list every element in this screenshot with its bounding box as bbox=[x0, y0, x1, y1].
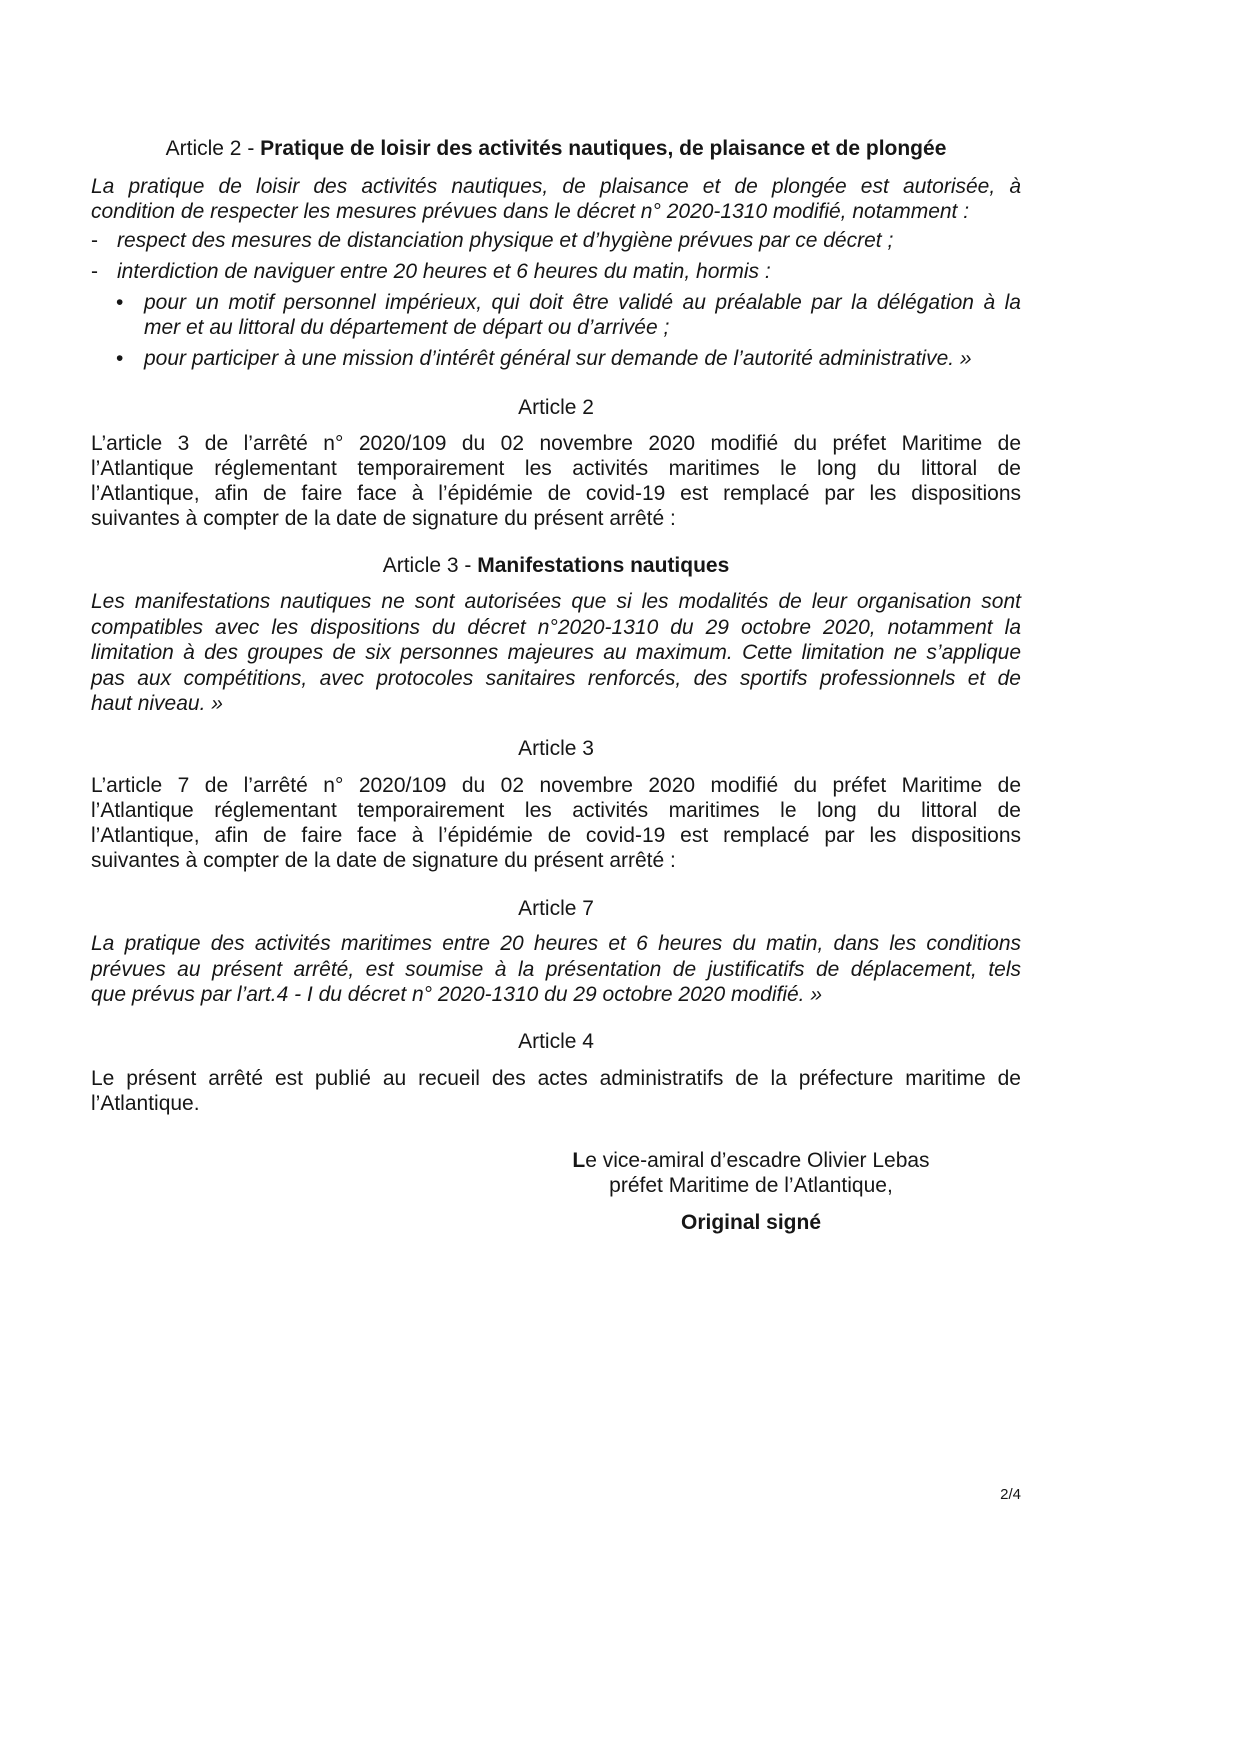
text-line: pas aux compétitions, avec protocoles sanitaires renforcés, des sportifs professionnels et de bbox=[91, 666, 1021, 690]
text-line: limitation à des groupes de six personnes majeures au maximum. Cette limitation ne s’applique bbox=[91, 641, 1021, 664]
text-line: l’Atlantique, afin de faire face à l’épidémie de covid-19 est remplacé par les dispositions bbox=[91, 824, 1021, 847]
text-line: compatibles avec les dispositions du décret n°2020-1310 du 29 octobre 2020, notamment la bbox=[91, 615, 1021, 639]
quoted-article-3-body bbox=[91, 589, 1021, 717]
article-3-heading bbox=[91, 736, 1021, 761]
text-line: condition de respecter les mesures prévues dans le décret n° 2020-1310 modifié, notamment : bbox=[91, 200, 970, 223]
bullet-list-item bbox=[91, 346, 1021, 371]
signatory-title-text: préfet Maritime de l’Atlantique, bbox=[609, 1174, 893, 1197]
article-2-heading bbox=[91, 395, 1021, 420]
list-item-text: pour un motif personnel impérieux, qui doit être validé au préalable par la délégation à la bbox=[144, 291, 1021, 314]
heading-label: Article 3 bbox=[518, 737, 594, 760]
text-line: La pratique des activités maritimes entre 20 heures et 6 heures du matin, dans les conditions bbox=[91, 932, 1021, 955]
signatory-name bbox=[551, 1148, 951, 1173]
heading-label: Article 2 bbox=[518, 396, 594, 419]
list-item-text: mer et au littoral du département de départ ou d’arrivée ; bbox=[144, 316, 670, 339]
dash-marker: - bbox=[91, 260, 98, 283]
quoted-article-2-heading bbox=[91, 136, 1021, 161]
text-line: haut niveau. » bbox=[91, 692, 223, 715]
heading-label: Article 7 bbox=[518, 897, 594, 920]
text-line: La pratique de loisir des activités nautiques, de plaisance et de plongée est autorisée, à bbox=[91, 175, 1021, 198]
text-line: Le présent arrêté est publié au recueil des actes administratifs de la préfecture maritime de bbox=[91, 1067, 1021, 1090]
text-line: suivantes à compter de la date de signature du présent arrêté : bbox=[91, 507, 676, 530]
bullet-marker: • bbox=[116, 291, 124, 314]
quoted-article-3-heading bbox=[91, 553, 1021, 578]
bullet-list-item bbox=[91, 290, 1021, 340]
quoted-article-7-heading bbox=[91, 896, 1021, 921]
heading-label: Article 4 bbox=[518, 1030, 594, 1053]
text-line: l’Atlantique réglementant temporairement les activités maritimes le long du littoral de bbox=[91, 457, 1021, 480]
signatory-name-rest: e vice-amiral d’escadre Olivier Lebas bbox=[585, 1149, 930, 1172]
heading-label: Article 2 - bbox=[165, 137, 255, 160]
signature-mention bbox=[551, 1210, 951, 1235]
list-item-text: interdiction de naviguer entre 20 heures et 6 heures du matin, hormis : bbox=[117, 260, 771, 283]
quoted-article-7-body bbox=[91, 931, 1021, 1008]
dash-list-item bbox=[91, 259, 1021, 284]
heading-title: Pratique de loisir des activités nautiques, de plaisance et de plongée bbox=[260, 137, 947, 160]
text-line: que prévus par l’art.4 - I du décret n° 2020-1310 du 29 octobre 2020 modifié. » bbox=[91, 983, 823, 1006]
text-line: Les manifestations nautiques ne sont autorisées que si les modalités de leur organisation sont bbox=[91, 590, 1021, 613]
heading-label: Article 3 - bbox=[382, 554, 472, 577]
signatory-title bbox=[551, 1173, 951, 1198]
heading-title: Manifestations nautiques bbox=[477, 554, 730, 577]
quoted-article-2-intro bbox=[91, 174, 1021, 224]
text-line: l’Atlantique. bbox=[91, 1092, 200, 1115]
list-item-text: pour participer à une mission d’intérêt général sur demande de l’autorité administrative. » bbox=[144, 347, 972, 370]
article-2-body bbox=[91, 431, 1021, 531]
text-line: l’Atlantique réglementant temporairement les activités maritimes le long du littoral de bbox=[91, 799, 1021, 822]
signatory-initial: L bbox=[572, 1149, 586, 1172]
text-line: L’article 7 de l’arrêté n° 2020/109 du 02 novembre 2020 modifié du préfet Maritime de bbox=[91, 774, 1021, 797]
text-line: L’article 3 de l’arrêté n° 2020/109 du 02 novembre 2020 modifié du préfet Maritime de bbox=[91, 432, 1021, 455]
list-item-text: respect des mesures de distanciation physique et d’hygiène prévues par ce décret ; bbox=[117, 229, 894, 252]
text-line: prévues au présent arrêté, est soumise à la présentation de justificatifs de déplacement, tels bbox=[91, 957, 1021, 981]
bullet-marker: • bbox=[116, 347, 124, 370]
article-4-heading bbox=[91, 1029, 1021, 1054]
page-number: 2/4 bbox=[1000, 1486, 1021, 1503]
text-line: suivantes à compter de la date de signature du présent arrêté : bbox=[91, 849, 676, 872]
article-4-body bbox=[91, 1066, 1021, 1116]
dash-marker: - bbox=[91, 229, 98, 252]
signature-mention-text: Original signé bbox=[680, 1211, 822, 1234]
text-line: l’Atlantique, afin de faire face à l’épidémie de covid-19 est remplacé par les dispositions bbox=[91, 482, 1021, 505]
dash-list-item bbox=[91, 228, 1021, 253]
article-3-body bbox=[91, 773, 1021, 873]
